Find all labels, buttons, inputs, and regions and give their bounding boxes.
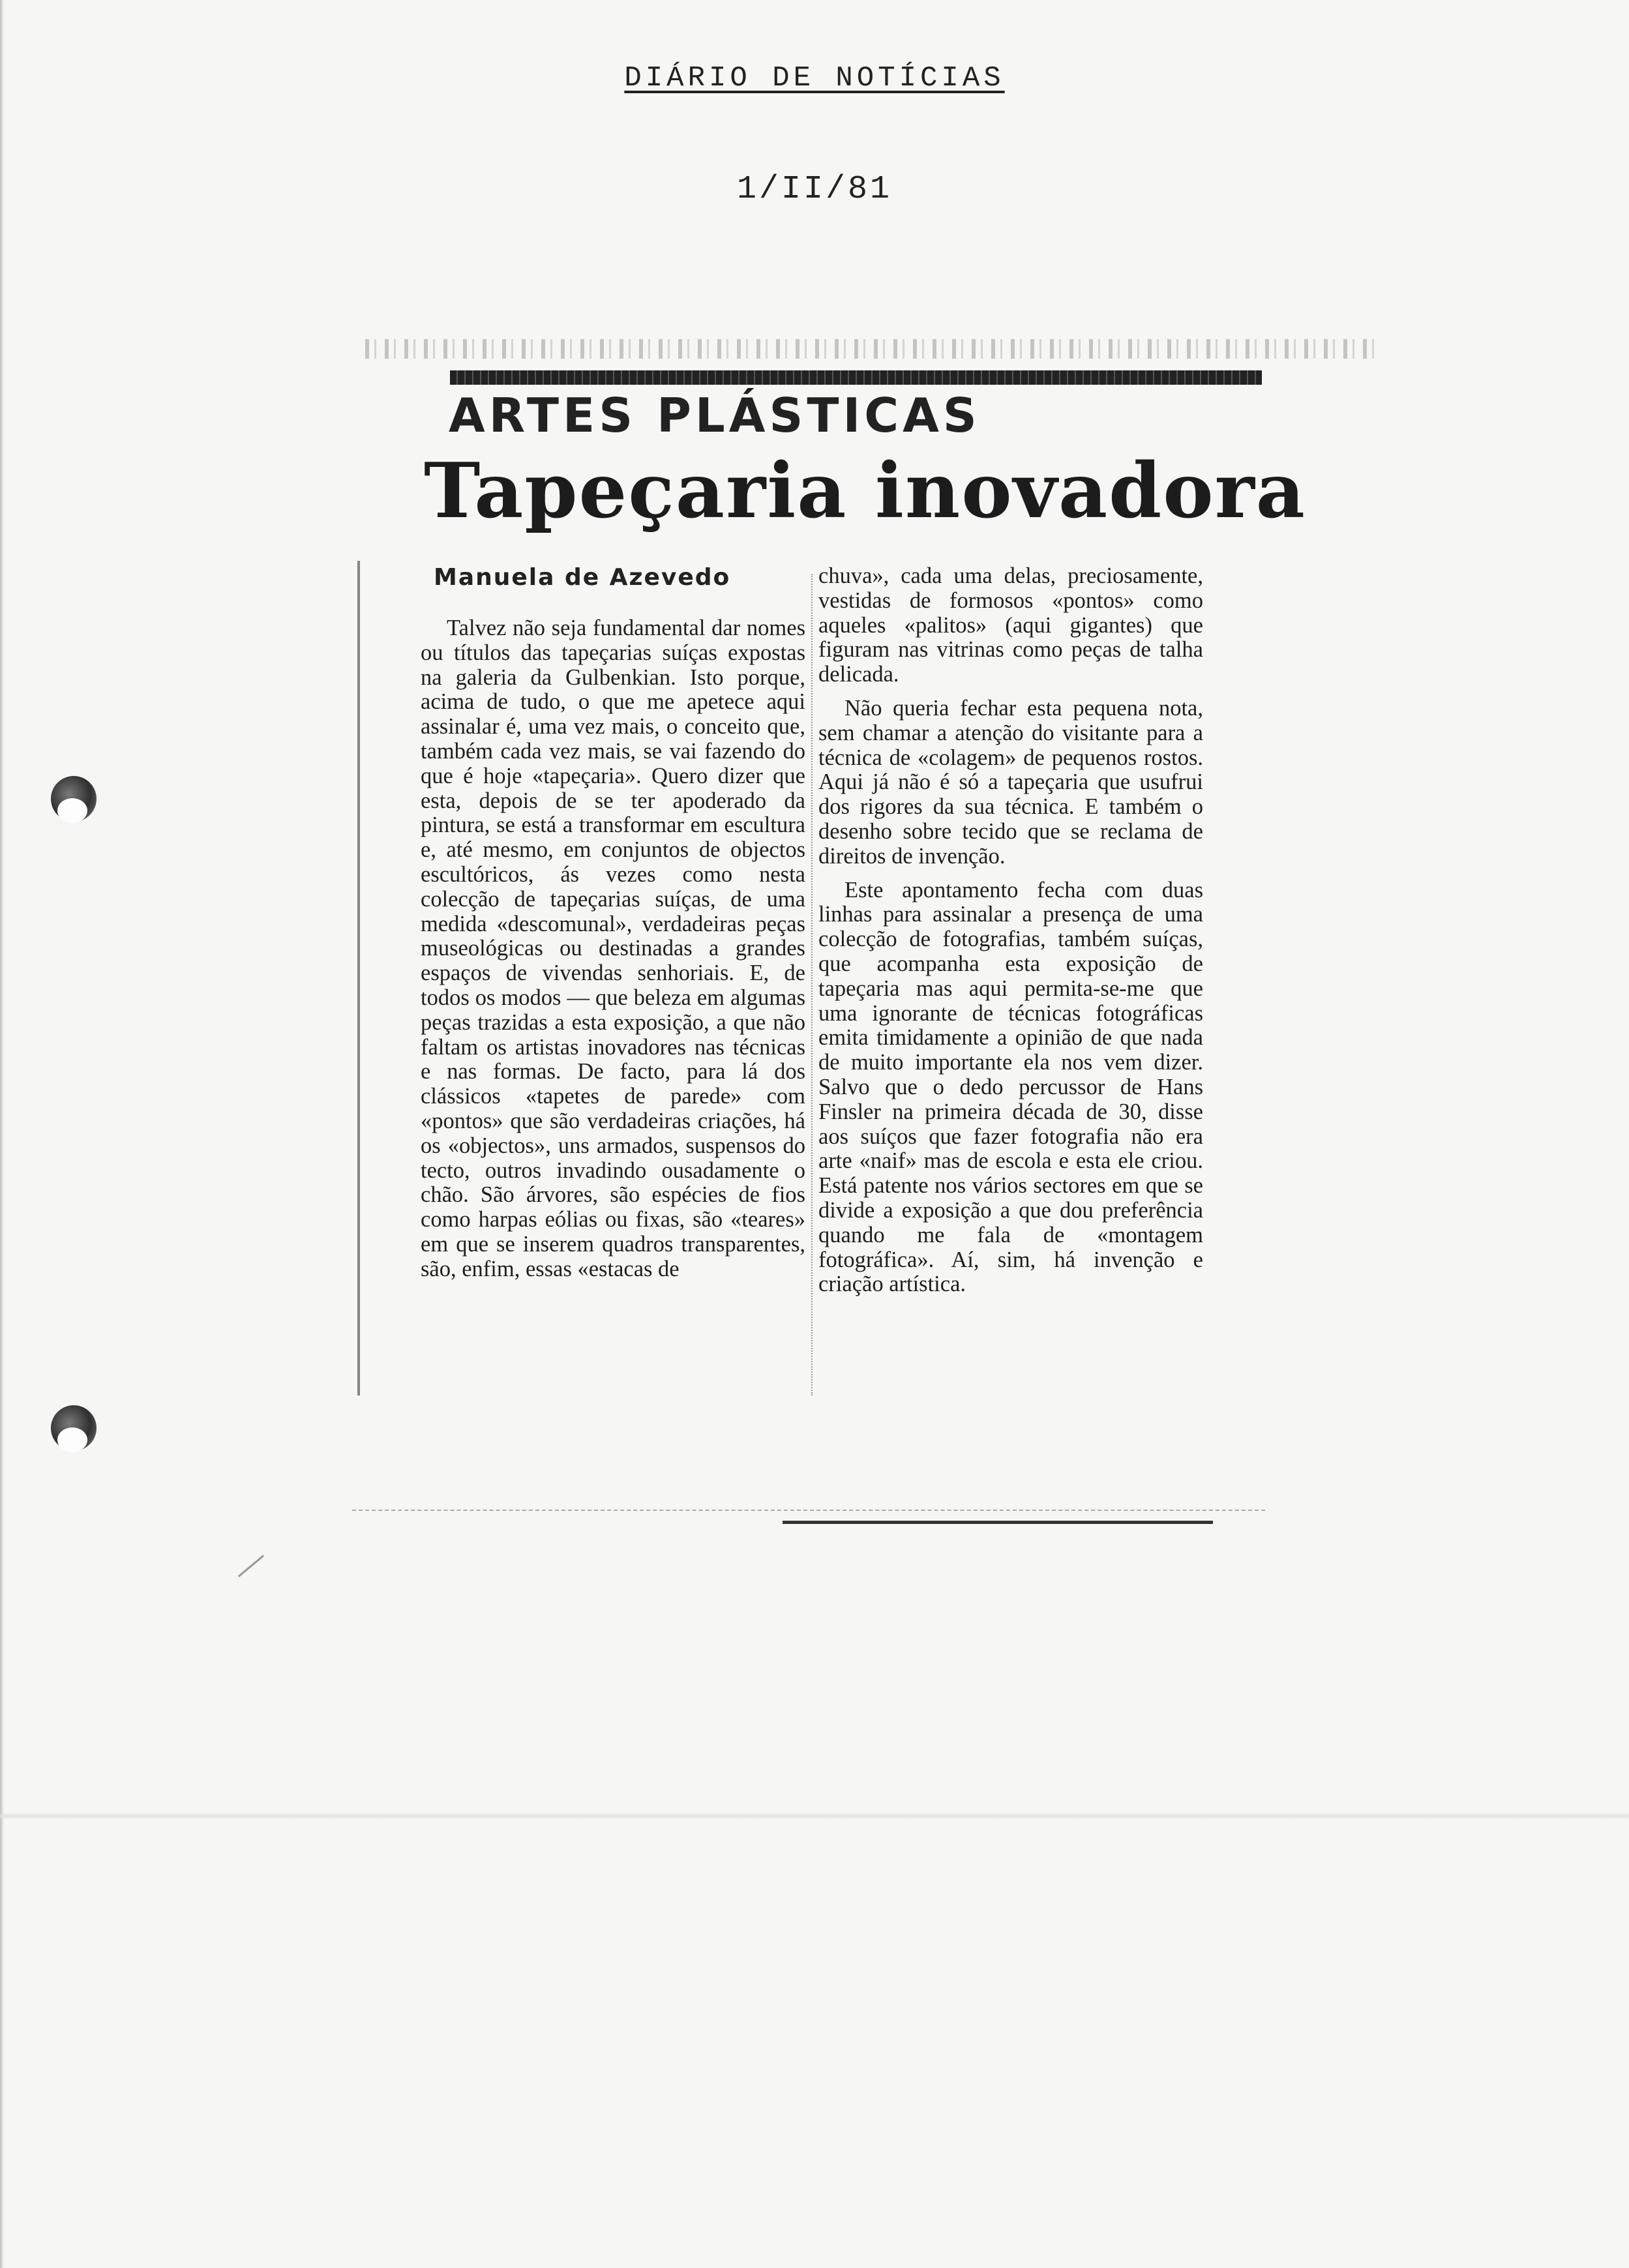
- article-paragraph: Este apontamento fecha com duas linhas para assinalar a presença de uma colecção de fotografias, também suíças, que acompanha esta exposição de tapeçaria mas aqui permita-se-me que uma ignorante de técnicas fotográficas emita timidamente a opinião de que nada de muito importante ela nos vem dizer. Salvo que o dedo percussor de Hans Finsler na primeira década de 30, disse aos suíços que fazer fotografia não era arte «naif» mas de escola e esta ele criou. Está patente nos vários sectores em que se divide a exposição a que dou preferência quando me fala de «montagem fotográfica». Aí, sim, há invenção e criação artística.: [818, 877, 1203, 1297]
- section-rule: [450, 370, 1262, 385]
- column-divider: [811, 574, 813, 1395]
- scan-artifact-band: [0, 1813, 1629, 1819]
- article-column-2: [818, 564, 1203, 1306]
- punch-hole-lower: [51, 1405, 97, 1451]
- article-byline: Manuela de Azevedo: [434, 564, 731, 591]
- article-paragraph: Talvez não seja fundamental dar nomes ou títulos das tapeçarias suíças expostas na galeria da Gulbenkian. Isto porque, acima de tudo, o que me apetece aqui assinalar é, uma vez mais, o conceito que, também cada vez mais, se vai fazendo do que é hoje «tapeçaria». Quero dizer que esta, depois de se ter apoderado da pintura, se está a transformar em escultura e, até mesmo, em conjuntos de objectos escultóricos, ás vezes como nesta colecção de tapeçarias suíças, de uma medida «descomunal», verdadeiras peças museológicas ou destinadas a grandes espaços de vivendas senhoriais. E, de todos os modos — que beleza em algumas peças trazidas a esta exposição, a que não faltam os artistas inovadores nas técnicas e nas formas. De facto, para lá dos clássicos «tapetes de parede» com «pontos» que são verdadeiras criações, há os «objectos», uns armados, suspensos do tecto, outros invadindo ousadamente o chão. São árvores, são espécies de fios como harpas eólias ou fixas, são «teares» em que se inserem quadros transparentes, são, enfim, essas «estacas de: [421, 616, 805, 1281]
- article-paragraph: chuva», cada uma delas, preciosamente, vestidas de formosos «pontos» como aqueles «palitos» (aqui gigantes) que figuram nas vitrinas como peças de talha delicada.: [818, 563, 1203, 687]
- article-headline: Tapeçaria inovadora: [424, 447, 1306, 535]
- stray-pen-mark: [238, 1555, 264, 1577]
- punch-hole-upper: [51, 776, 97, 822]
- section-label: ARTES PLÁSTICAS: [449, 388, 981, 443]
- clipping-bottom-edge: [352, 1510, 1265, 1514]
- article-column-1: [421, 616, 805, 1282]
- clipping-top-edge: [365, 339, 1382, 359]
- scan-left-edge: [0, 0, 4, 2268]
- newspaper-name: DIÁRIO DE NOTÍCIAS: [624, 62, 1005, 95]
- clipping-left-rule: [357, 561, 360, 1395]
- newspaper-clipping: [352, 339, 1382, 1513]
- article-paragraph: Não queria fechar esta pequena nota, sem chamar a atenção do visitante para a técnica de «colagem» de pequenos rostos. Aqui já não é só a tapeçaria que usufrui dos rigores da sua técnica. E também o desenho sobre tecido que se reclama de direitos de invenção.: [818, 695, 1203, 869]
- article-end-rule: [783, 1521, 1213, 1524]
- clipping-date: 1/II/81: [736, 171, 893, 208]
